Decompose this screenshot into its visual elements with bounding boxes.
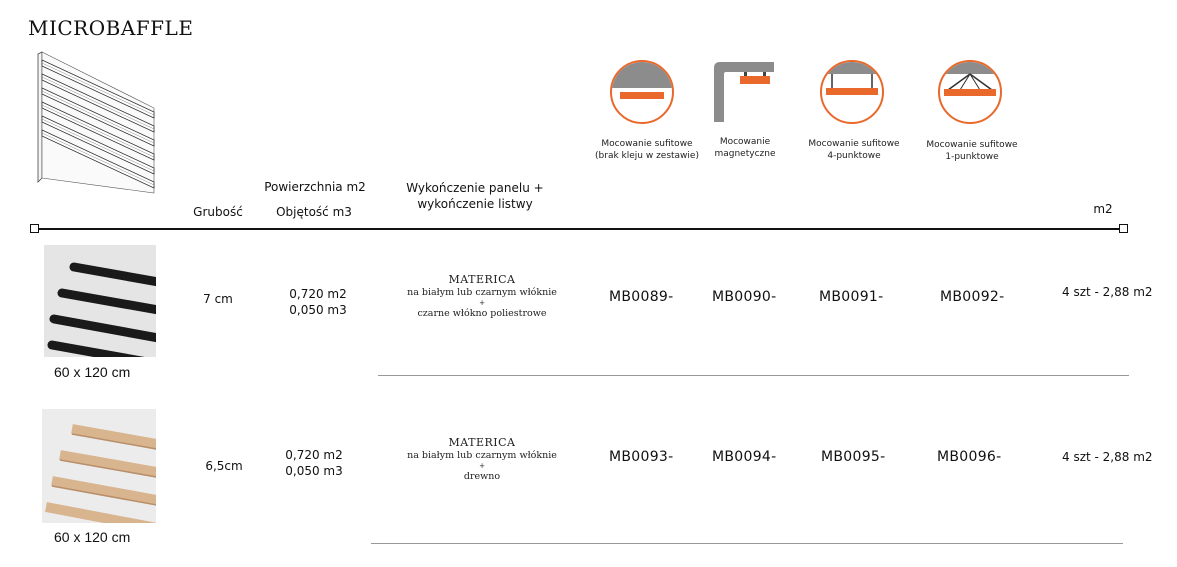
row1-thickness: 7 cm [203,292,233,306]
four-point-mount-icon [820,60,884,124]
one-point-mount-icon [938,60,1002,124]
product-photo-wood [42,409,156,523]
row1-quantity: 4 szt - 2,88 m2 [1062,285,1153,299]
row1-area-volume: 0,720 m2 0,050 m3 [289,287,347,317]
mount-label-four-point: Mocowanie sufitowe 4-punktowe [808,139,900,161]
row2-code-four-point: MB0095- [821,449,886,465]
row2-size-label: 60 x 120 cm [54,529,131,545]
product-photo-black [44,245,156,357]
row2-separator [371,543,1123,544]
product-illustration [30,50,160,195]
line-start-cap [30,224,39,233]
mount-label-ceiling: Mocowanie sufitowe (brak kleju w zestawie) [595,139,699,161]
row1-code-magnetic: MB0090- [712,289,777,305]
mount-label-magnetic: Mocowanie magnetyczne [714,137,776,159]
microbaffle-panel-icon [30,50,160,195]
line-end-cap [1119,224,1128,233]
header-m2: m2 [1093,202,1113,216]
header-volume: Objętość m3 [276,205,352,219]
row2-code-one-point: MB0096- [937,449,1002,465]
header-divider-line [34,228,1124,230]
row2-code-ceiling: MB0093- [609,449,674,465]
row1-separator [378,375,1129,376]
row1-size-label: 60 x 120 cm [54,364,131,380]
row2-thickness: 6,5cm [205,459,243,473]
ceiling-glue-icon [610,60,674,124]
header-thickness: Grubość [193,205,243,219]
row2-finish: MATERICA na białym lub czarnym włóknie + drewno [407,436,557,482]
row1-finish: MATERICA na białym lub czarnym włóknie + czarne włókno poliestrowe [407,273,557,319]
magnetic-mount-icon [712,60,776,124]
header-area: Powierzchnia m2 [264,180,366,194]
row1-code-one-point: MB0092- [940,289,1005,305]
row2-area-volume: 0,720 m2 0,050 m3 [285,448,343,478]
mount-label-one-point: Mocowanie sufitowe 1-punktowe [926,140,1018,162]
row1-code-ceiling: MB0089- [609,289,674,305]
row2-code-magnetic: MB0094- [712,449,777,465]
header-finish: Wykończenie panelu + wykończenie listwy [406,181,544,211]
row1-code-four-point: MB0091- [819,289,884,305]
row2-quantity: 4 szt - 2,88 m2 [1062,450,1153,464]
page-title: MICROBAFFLE [28,16,194,40]
